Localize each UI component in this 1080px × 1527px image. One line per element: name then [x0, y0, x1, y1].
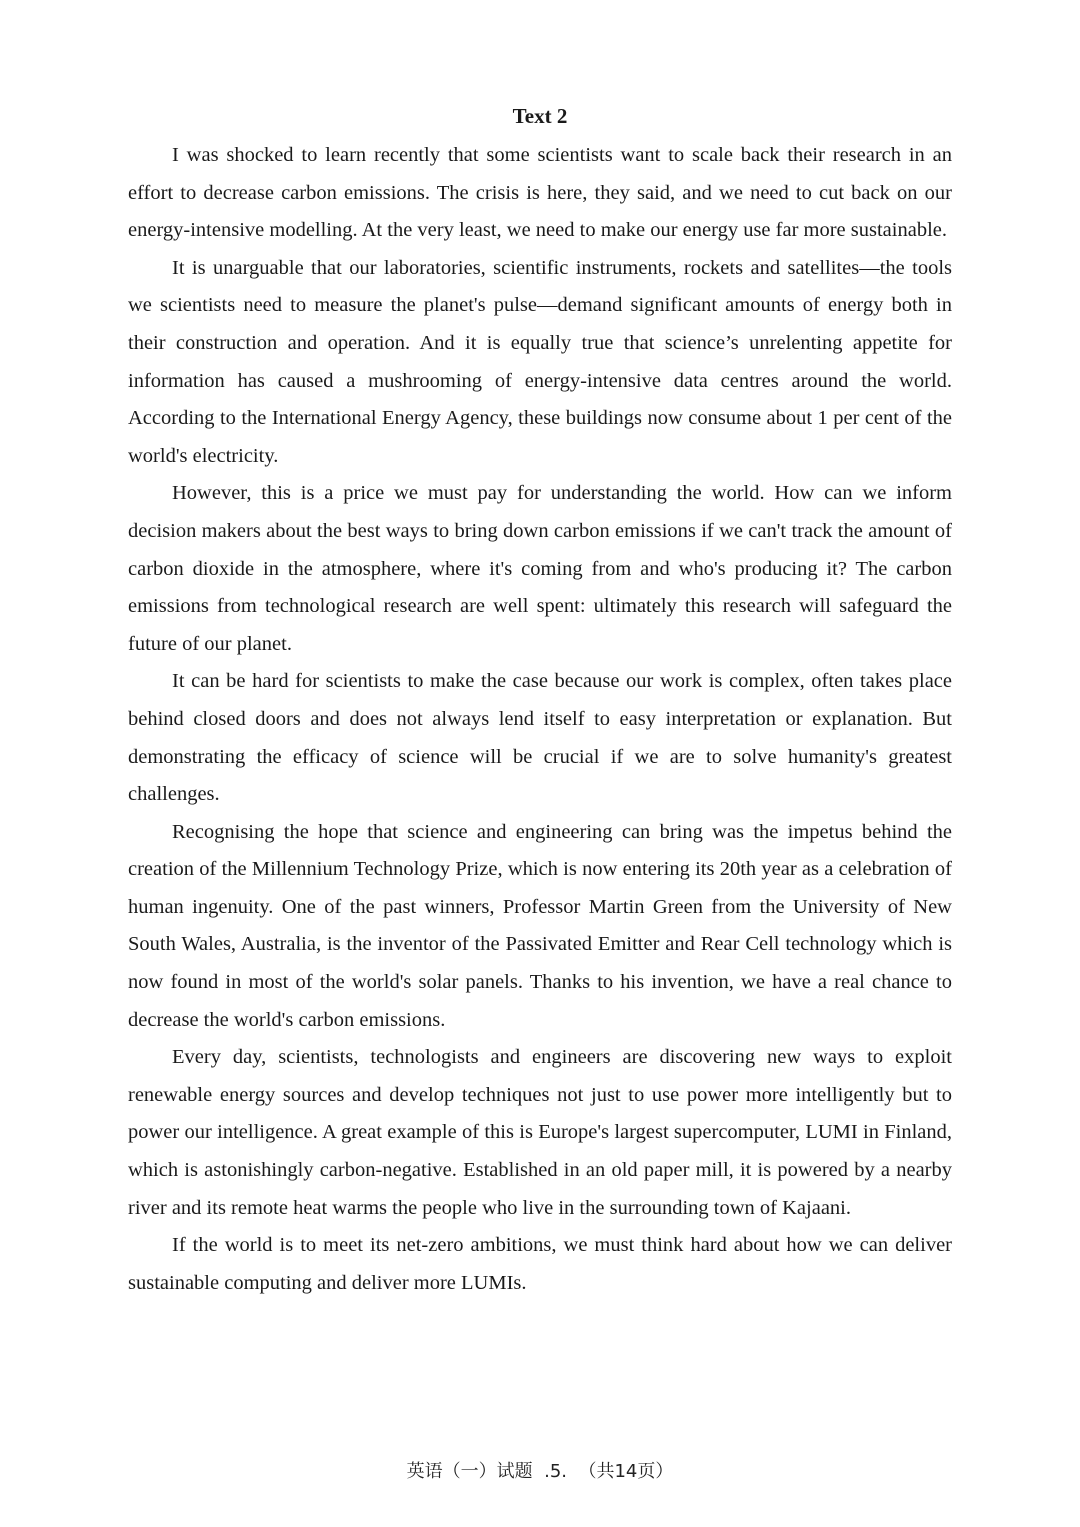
paragraph-5: Recognising the hope that science and engineering can bring was the impetus behind the creation of the Millennium Technology Prize, which is now entering its 20th year as a celebration of human ingenuity. One of the past winners, Professor Martin Green from the University of New South Wales, Australia, is the inventor of the Passivated Emitter and Rear Cell technology which is now found in most of the world's solar panels. Thanks to his invention, we have a real chance to decrease the world's carbon emissions.: [128, 820, 952, 1031]
passage-title: Text 2: [512, 104, 568, 128]
paragraph-2: It is unarguable that our laboratories, scientific instruments, rockets and satellites—the tools we scientists need to measure the planet's pulse—demand significant amounts of energy both in their construction and operation. And it is equally true that science’s unrelenting appetite for information has caused a mushrooming of energy-intensive data centres around the world. According to the International Energy Agency, these buildings now consume about 1 per cent of the world's electricity.: [128, 256, 952, 467]
paragraph-6: Every day, scientists, technologists and engineers are discovering new ways to exploit renewable energy sources and develop techniques not just to use power more intelligently but to power our intelligence. A great example of this is Europe's largest supercomputer, LUMI in Finland, which is astonishingly carbon-negative. Established in an old paper mill, it is powered by a nearby river and its remote heat warms the people who live in the surrounding town of Kajaani.: [128, 1046, 952, 1219]
paragraph-4: It can be hard for scientists to make the case because our work is complex, often takes place behind closed doors and does not always lend itself to easy interpretation or explanation. But demonstrating the efficacy of science will be crucial if we are to solve humanity's greatest challenges.: [128, 670, 952, 806]
reading-passage: [128, 100, 952, 1302]
paragraph-7: If the world is to meet its net-zero ambitions, we must think hard about how we can deliver sustainable computing and deliver more LUMIs.: [128, 1234, 952, 1294]
page-footer: 英语（一）试题 .5. （共14页）: [406, 1461, 674, 1482]
paragraph-1: I was shocked to learn recently that some scientists want to scale back their research in an effort to decrease carbon emissions. The crisis is here, they said, and we need to cut back on our energy-intensive modelling. At the very least, we need to make our energy use far more sustainable.: [128, 144, 952, 242]
paragraph-3: However, this is a price we must pay for understanding the world. How can we inform decision makers about the best ways to bring down carbon emissions if we can't track the amount of carbon dioxide in the atmosphere, where it's coming from and who's producing it? The carbon emissions from technological research are well spent: ultimately this research will safeguard the future of our planet.: [128, 482, 952, 655]
